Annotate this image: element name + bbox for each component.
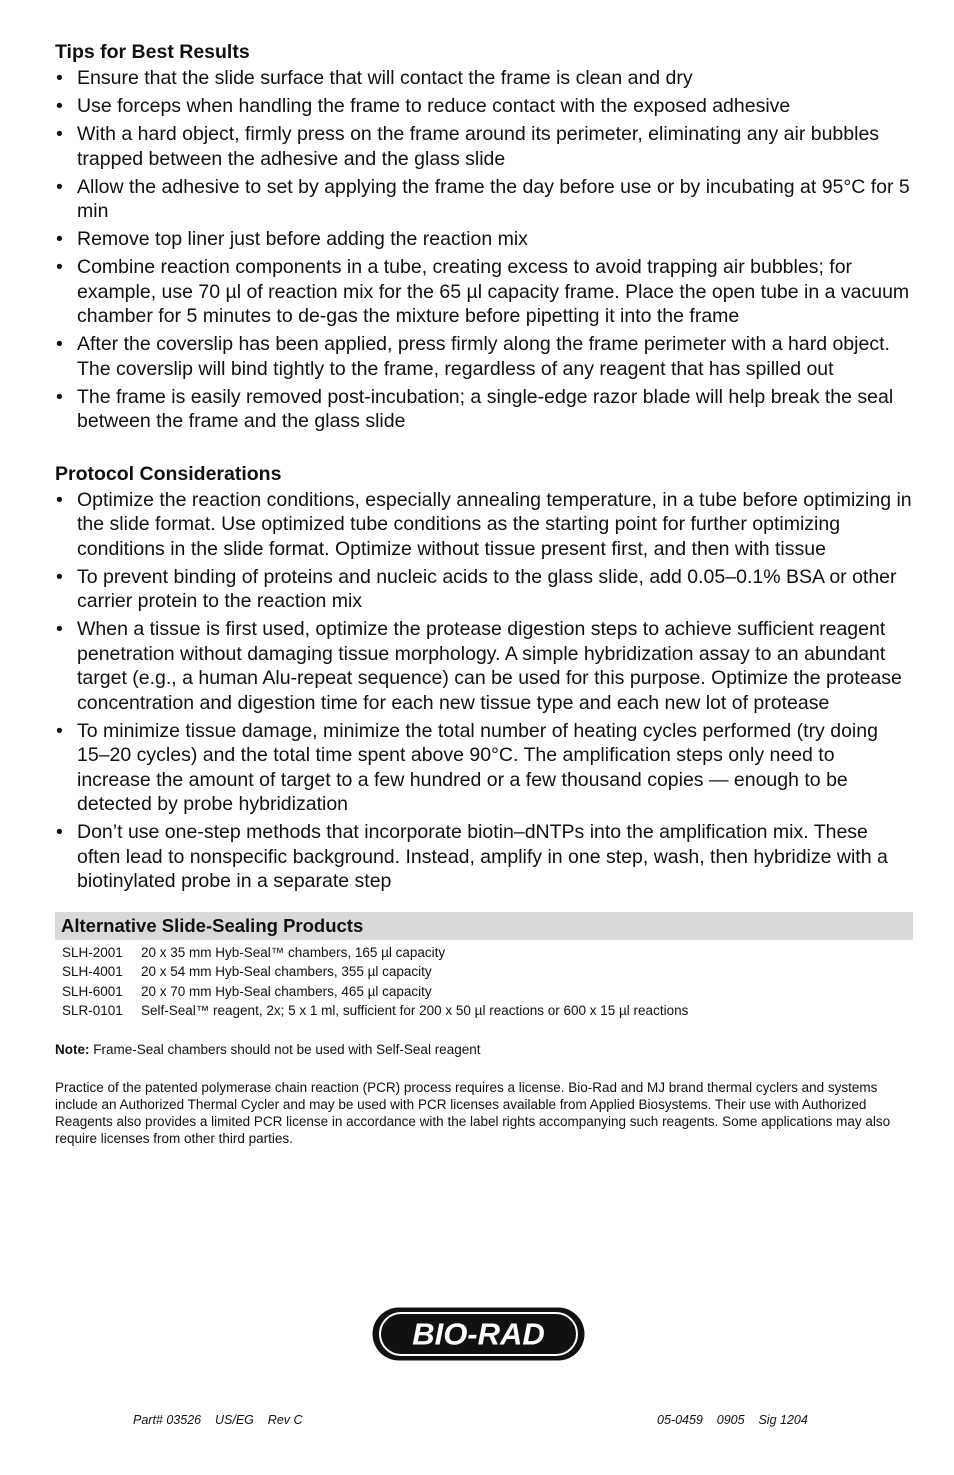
product-description: Self-Seal™ reagent, 2x; 5 x 1 ml, sufficient for 200 x 50 µl reactions or 600 x 15 µl reactions [141, 1003, 689, 1018]
document-page [55, 40, 913, 1161]
list-item: • Use forceps when handling the frame to reduce contact with the exposed adhesive [55, 94, 913, 119]
list-item: • Allow the adhesive to set by applying the frame the day before use or by incubating at 95°C for 5 min [55, 175, 913, 224]
product-description: 20 x 54 mm Hyb-Seal chambers, 355 µl capacity [141, 964, 432, 979]
note-paragraph [55, 1041, 913, 1059]
list-item: • Combine reaction components in a tube, creating excess to avoid trapping air bubbles; for example, use 70 µl of reaction mix for the 65 µl capacity frame. Place the open tube in a vacuum chamber for 5 minutes to de-gas the mixture before pipetting it into the frame [55, 255, 913, 329]
note-text: Frame-Seal chambers should not be used with Self-Seal reagent [93, 1041, 481, 1057]
tips-section [55, 40, 913, 434]
list-item: • Ensure that the slide surface that will contact the frame is clean and dry [55, 66, 913, 91]
note-label: Note: [55, 1041, 90, 1057]
list-item: • Remove top liner just before adding the reaction mix [55, 227, 913, 252]
product-description: 20 x 35 mm Hyb-Seal™ chambers, 165 µl capacity [141, 944, 446, 960]
product-code: SLR-0101 [62, 1003, 123, 1018]
legal-paragraph: Practice of the patented polymerase chain reaction (PCR) process requires a license. Bio-Rad and MJ brand thermal cyclers and systems include an Authorized Thermal Cycler and may be used with PCR licenses available from Applied Biosystems. Their use with Authorized Reagents also provides a limited PCR license in accordance with the label rights accompanying such reagents. Some applications may also require licenses from other third parties. [55, 1079, 891, 1147]
list-item: • Optimize the reaction conditions, especially annealing temperature, in a tube before optimizing in the slide format. Use optimized tube conditions as the starting point for further optimizing conditions in the slide format. Optimize without tissue present first, and then with tissue [55, 488, 913, 562]
table-row [62, 962, 688, 982]
product-description: 20 x 70 mm Hyb-Seal chambers, 465 µl capacity [141, 983, 432, 999]
bio-rad-logo [371, 1306, 586, 1362]
product-code: SLH-2001 [62, 944, 123, 960]
list-item: • To prevent binding of proteins and nucleic acids to the glass slide, add 0.05–0.1% BSA or other carrier protein to the reaction mix [55, 565, 913, 614]
protocol-heading: Protocol Considerations [55, 462, 282, 485]
list-item: • When a tissue is first used, optimize the protease digestion steps to achieve sufficient reagent penetration without damaging tissue morphology. A simple hybridization assay to an abundant target (e.g., a human Alu-repeat sequence) can be used for this purpose. Optimize the protease concentration and digestion time for each new tissue type and each new lot of protease [55, 617, 913, 715]
table-row [62, 982, 688, 1002]
protocol-list [55, 488, 913, 894]
footer-doc-code: 05-0459 0905 Sig 1204 [657, 1413, 808, 1427]
table-row [62, 1001, 688, 1021]
list-item: • Don’t use one-step methods that incorporate biotin–dNTPs into the amplification mix. These often lead to nonspecific background. Instead, amplify in one step, wash, then hybridize with a biotinylated probe in a separate step [55, 820, 913, 894]
tips-list [55, 66, 913, 434]
list-item: • With a hard object, firmly press on the frame around its perimeter, eliminating any air bubbles trapped between the adhesive and the glass slide [55, 122, 913, 171]
products-table [62, 943, 688, 1021]
product-code: SLH-6001 [62, 983, 123, 999]
list-item: • After the coverslip has been applied, press firmly along the frame perimeter with a hard object. The coverslip will bind tightly to the frame, regardless of any reagent that has spilled out [55, 332, 913, 381]
list-item: • The frame is easily removed post-incubation; a single-edge razor blade will help break the seal between the frame and the glass slide [55, 385, 913, 434]
tips-heading: Tips for Best Results [55, 41, 250, 63]
product-code: SLH-4001 [62, 964, 123, 979]
logo-text: BIO-RAD [412, 1316, 545, 1352]
footer-part-number: Part# 03526 US/EG Rev C [133, 1413, 303, 1427]
list-item: • To minimize tissue damage, minimize the total number of heating cycles performed (try doing 15–20 cycles) and the total time spent above 90°C. The amplification steps only need to increase the amount of target to a few hundred or a few thousand copies — enough to be detected by probe hybridization [55, 719, 913, 817]
table-row [62, 943, 688, 963]
alternatives-heading: Alternative Slide-Sealing Products [55, 912, 913, 940]
protocol-section [55, 462, 913, 894]
